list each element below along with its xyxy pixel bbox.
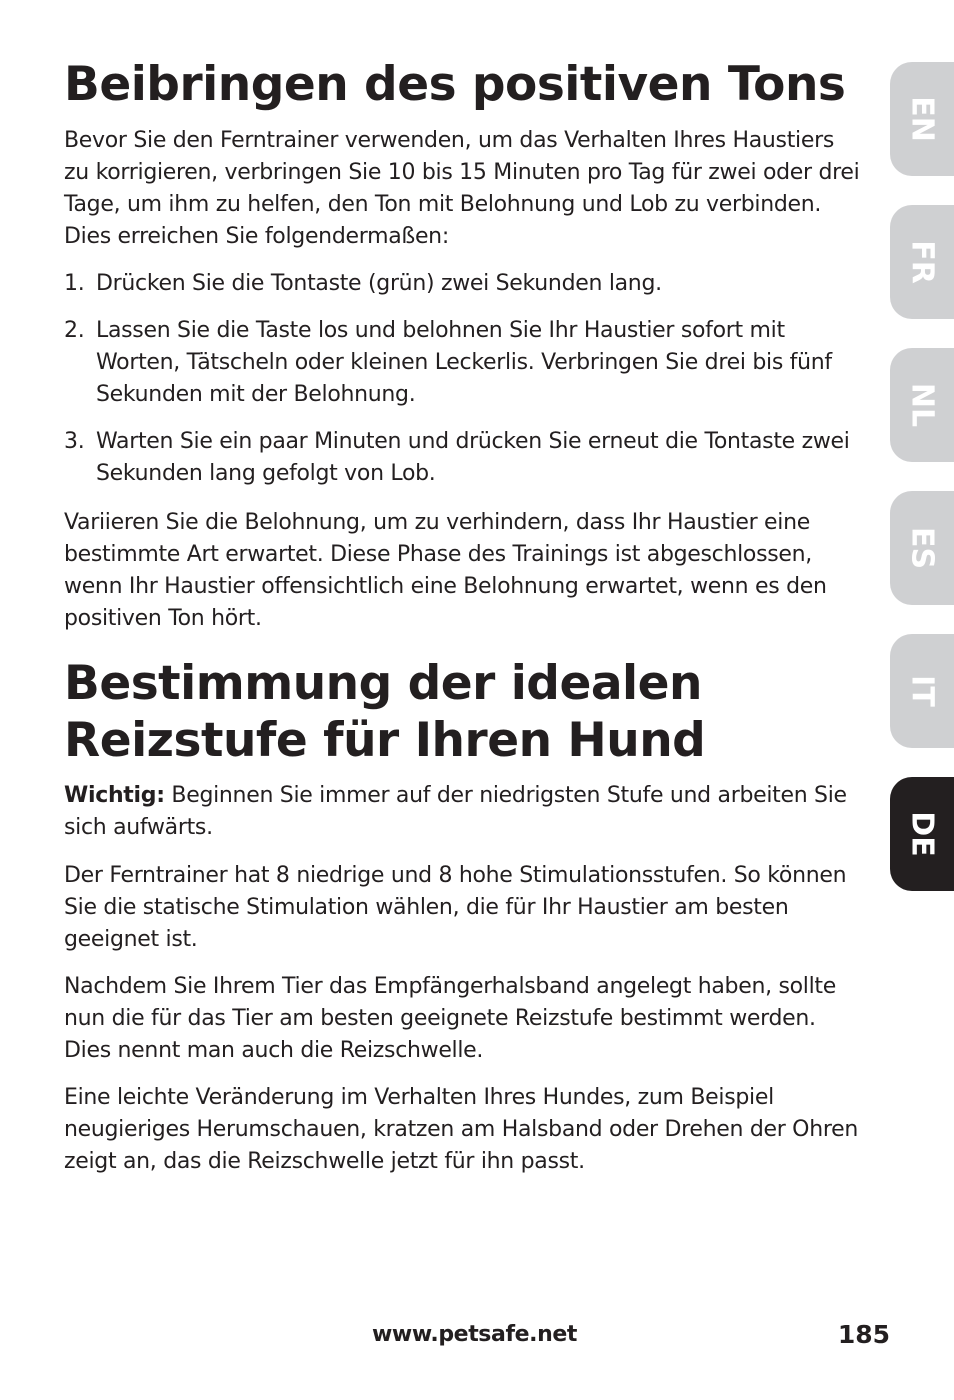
important-note-block — [64, 780, 864, 844]
section2-para2-block — [64, 971, 864, 1067]
title-line-2: Reizstufe für Ihren Hund — [64, 713, 706, 768]
section-title-stimulation-level — [64, 655, 864, 769]
language-tab-fr[interactable] — [890, 205, 954, 319]
section2-para3-block — [64, 1082, 864, 1178]
page-number: 185 — [837, 1320, 890, 1349]
tab-label: DE — [904, 811, 940, 857]
language-tab-nl[interactable] — [890, 348, 954, 462]
language-tab-de[interactable] — [890, 777, 954, 891]
tab-label: EN — [904, 96, 940, 142]
section1-outro: Variieren Sie die Belohnung, um zu verhindern, dass Ihr Haustier eine bestimmte Art erwartet. Diese Phase des Trainings ist abgeschlossen, wenn Ihr Haustier offensichtlich eine Belohnung erwartet, wenn es den positiven Ton hört. — [64, 510, 827, 631]
step-text: Lassen Sie die Taste los und belohnen Sie Ihr Haustier sofort mit Worten, Tätscheln oder kleinen Leckerlis. Verbringen Sie drei bis fünf Sekunden mit der Belohnung. — [96, 318, 832, 407]
language-tab-en[interactable] — [890, 62, 954, 176]
steps-list — [64, 268, 864, 490]
important-text: Beginnen Sie immer auf der niedrigsten Stufe und arbeiten Sie sich aufwärts. — [64, 783, 847, 840]
footer-url[interactable]: www.petsafe.net — [372, 1322, 577, 1347]
step-number: 3. — [64, 429, 85, 454]
step-number: 1. — [64, 271, 85, 296]
list-item — [64, 426, 864, 490]
tab-label: ES — [904, 526, 940, 570]
section2-para2: Nachdem Sie Ihrem Tier das Empfängerhalsband angelegt haben, sollte nun die für das Tier am besten geeignete Reizstufe bestimmt werden. Dies nennt man auch die Reizschwelle. — [64, 974, 836, 1063]
section-title-positive-tone: Beibringen des positiven Tons — [64, 57, 846, 112]
language-tab-it[interactable] — [890, 634, 954, 748]
language-tab-es[interactable] — [890, 491, 954, 605]
steps-list-block — [64, 268, 864, 505]
important-note — [64, 780, 864, 844]
section1-intro: Bevor Sie den Ferntrainer verwenden, um das Verhalten Ihres Haustiers zu korrigieren, verbringen Sie 10 bis 15 Minuten pro Tag für zwei oder drei Tage, um ihm zu helfen, den Ton mit Belohnung und Lob zu verbinden. Dies erreichen Sie folgendermaßen: — [64, 128, 860, 249]
tab-label: FR — [904, 240, 940, 284]
list-item — [64, 315, 864, 411]
step-number: 2. — [64, 318, 85, 343]
tab-label: NL — [904, 382, 940, 428]
section2-para3: Eine leichte Veränderung im Verhalten Ihres Hundes, zum Beispiel neugieriges Herumschauen, kratzen am Halsband oder Drehen der Ohren zeigt an, das die Reizschwelle jetzt für ihn passt. — [64, 1085, 858, 1174]
section1-intro-block — [64, 125, 864, 253]
important-label: Wichtig: — [64, 783, 165, 808]
list-item — [64, 268, 864, 300]
section1-outro-block — [64, 507, 864, 635]
step-text: Drücken Sie die Tontaste (grün) zwei Sekunden lang. — [96, 271, 662, 296]
title-line-1: Bestimmung der idealen — [64, 656, 702, 711]
step-text: Warten Sie ein paar Minuten und drücken Sie erneut die Tontaste zwei Sekunden lang gefolgt von Lob. — [96, 429, 850, 486]
section2-para1: Der Ferntrainer hat 8 niedrige und 8 hohe Stimulationsstufen. So können Sie die statische Stimulation wählen, die für Ihr Haustier am besten geeignet ist. — [64, 863, 847, 952]
tab-label: IT — [904, 675, 940, 707]
section2-para1-block — [64, 860, 864, 956]
